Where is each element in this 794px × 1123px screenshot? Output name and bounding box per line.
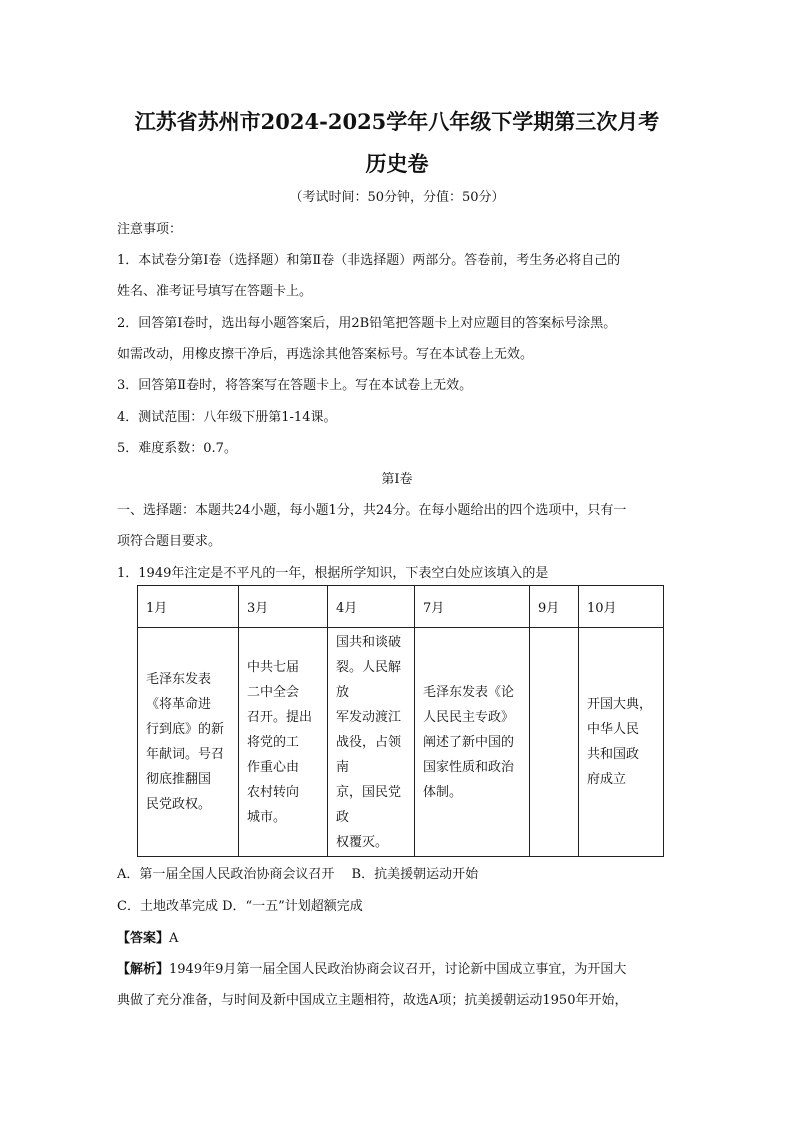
notes-heading: 注意事项：	[117, 222, 183, 237]
event-line: 年献词。号召	[146, 747, 225, 762]
analysis-line-2: 典做了充分准备，与时间及新中国成立主题相符，故选A项；抗美援朝运动1950年开始，	[117, 993, 628, 1008]
part1-instructions-line-1: 一、选择题：本题共24小题，每小题1分，共24分。在每小题给出的四个选项中，只有一	[117, 503, 627, 518]
note-4: 4．测试范围：八年级下册第1-14课。	[117, 410, 337, 425]
document-title: 江苏省苏州市2024-2025学年八年级下学期第三次月考	[134, 109, 660, 134]
event-line: 开国大典，	[587, 697, 653, 712]
analysis-line-1	[117, 958, 626, 977]
analysis-label: 【解析】	[117, 962, 170, 977]
event-line: 战役，占领南	[336, 734, 402, 775]
month-oct: 10月	[579, 586, 664, 628]
question-1-options-cd: C．土地改革完成 D．“一五”计划超额完成	[117, 899, 363, 914]
event-line: 毛泽东发表《论	[423, 684, 515, 700]
question-1-stem: 1．1949年注定是不平凡的一年，根据所学知识，下表空白处应该填入的是	[117, 566, 549, 581]
event-line: 裂。人民解放	[336, 659, 402, 700]
event-line: 国共和谈破	[336, 634, 402, 650]
table-header-row	[138, 586, 664, 628]
month-apr: 4月	[328, 586, 415, 628]
answer	[117, 927, 178, 946]
month-jul: 7月	[415, 586, 530, 628]
event-line: 二中全会	[247, 684, 300, 700]
event-oct	[579, 628, 664, 857]
event-line: 召开。提出	[247, 709, 313, 725]
event-line: 中华人民	[587, 722, 640, 737]
event-line: 作重心由	[247, 759, 300, 775]
note-3: 3．回答第Ⅱ卷时，将答案写在答题卡上。写在本试卷上无效。	[117, 378, 473, 393]
event-line: 将党的工	[247, 734, 300, 750]
section-title: 第Ⅰ卷	[381, 472, 413, 487]
event-line: 权覆灭。	[336, 834, 389, 850]
event-line: 中共七届	[247, 659, 300, 675]
event-line: 《将革命进	[146, 697, 212, 712]
event-line: 毛泽东发表	[146, 672, 212, 687]
question-1-options-ab: A．第一届全国人民政治协商会议召开 B．抗美援朝运动开始	[117, 867, 479, 882]
event-line: 府成立	[587, 772, 627, 787]
event-line: 城市。	[247, 809, 287, 825]
event-line: 体制。	[423, 784, 463, 800]
answer-value: A	[169, 931, 179, 946]
month-mar: 3月	[239, 586, 328, 628]
event-line: 京，国民党政	[336, 784, 402, 825]
timeline-table	[137, 585, 664, 857]
month-jan: 1月	[138, 586, 239, 628]
event-line: 彻底推翻国	[146, 772, 212, 787]
event-line: 国家性质和政治	[423, 759, 515, 775]
event-jul	[415, 628, 530, 857]
event-line: 民党政权。	[146, 797, 212, 812]
part1-instructions-line-2: 项符合题目要求。	[117, 534, 222, 549]
event-line: 行到底》的新	[146, 722, 225, 737]
event-line: 人民民主专政》	[423, 709, 515, 725]
event-line: 军发动渡江	[336, 709, 402, 725]
note-2-line-2: 如需改动，用橡皮擦干净后，再选涂其他答案标号。写在本试卷上无效。	[117, 347, 534, 362]
note-2-line-1: 2．回答第Ⅰ卷时，选出每小题答案后，用2B铅笔把答题卡上对应题目的答案标号涂黑。	[117, 316, 617, 331]
document-subject: 历史卷	[365, 151, 429, 176]
event-jan	[138, 628, 239, 857]
table-event-row	[138, 628, 664, 857]
answer-label: 【答案】	[117, 931, 170, 946]
note-1-line-2: 姓名、准考证号填写在答题卡上。	[117, 284, 313, 299]
note-1-line-1: 1．本试卷分第Ⅰ卷（选择题）和第Ⅱ卷（非选择题）两部分。答卷前，考生务必将自己的	[117, 253, 621, 268]
month-sep: 9月	[530, 586, 579, 628]
exam-info: （考试时间：50分钟，分值：50分）	[289, 190, 505, 205]
event-line: 共和国政	[587, 747, 640, 762]
event-line: 农村转向	[247, 784, 300, 800]
event-line: 阐述了新中国的	[423, 734, 515, 750]
event-apr	[328, 628, 415, 857]
analysis-text-1: 1949年9月第一届全国人民政治协商会议召开，讨论新中国成立事宜，为开国大	[169, 962, 627, 977]
note-5: 5．难度系数：0.7。	[117, 441, 237, 456]
event-sep-blank	[530, 628, 579, 857]
event-mar	[239, 628, 328, 857]
